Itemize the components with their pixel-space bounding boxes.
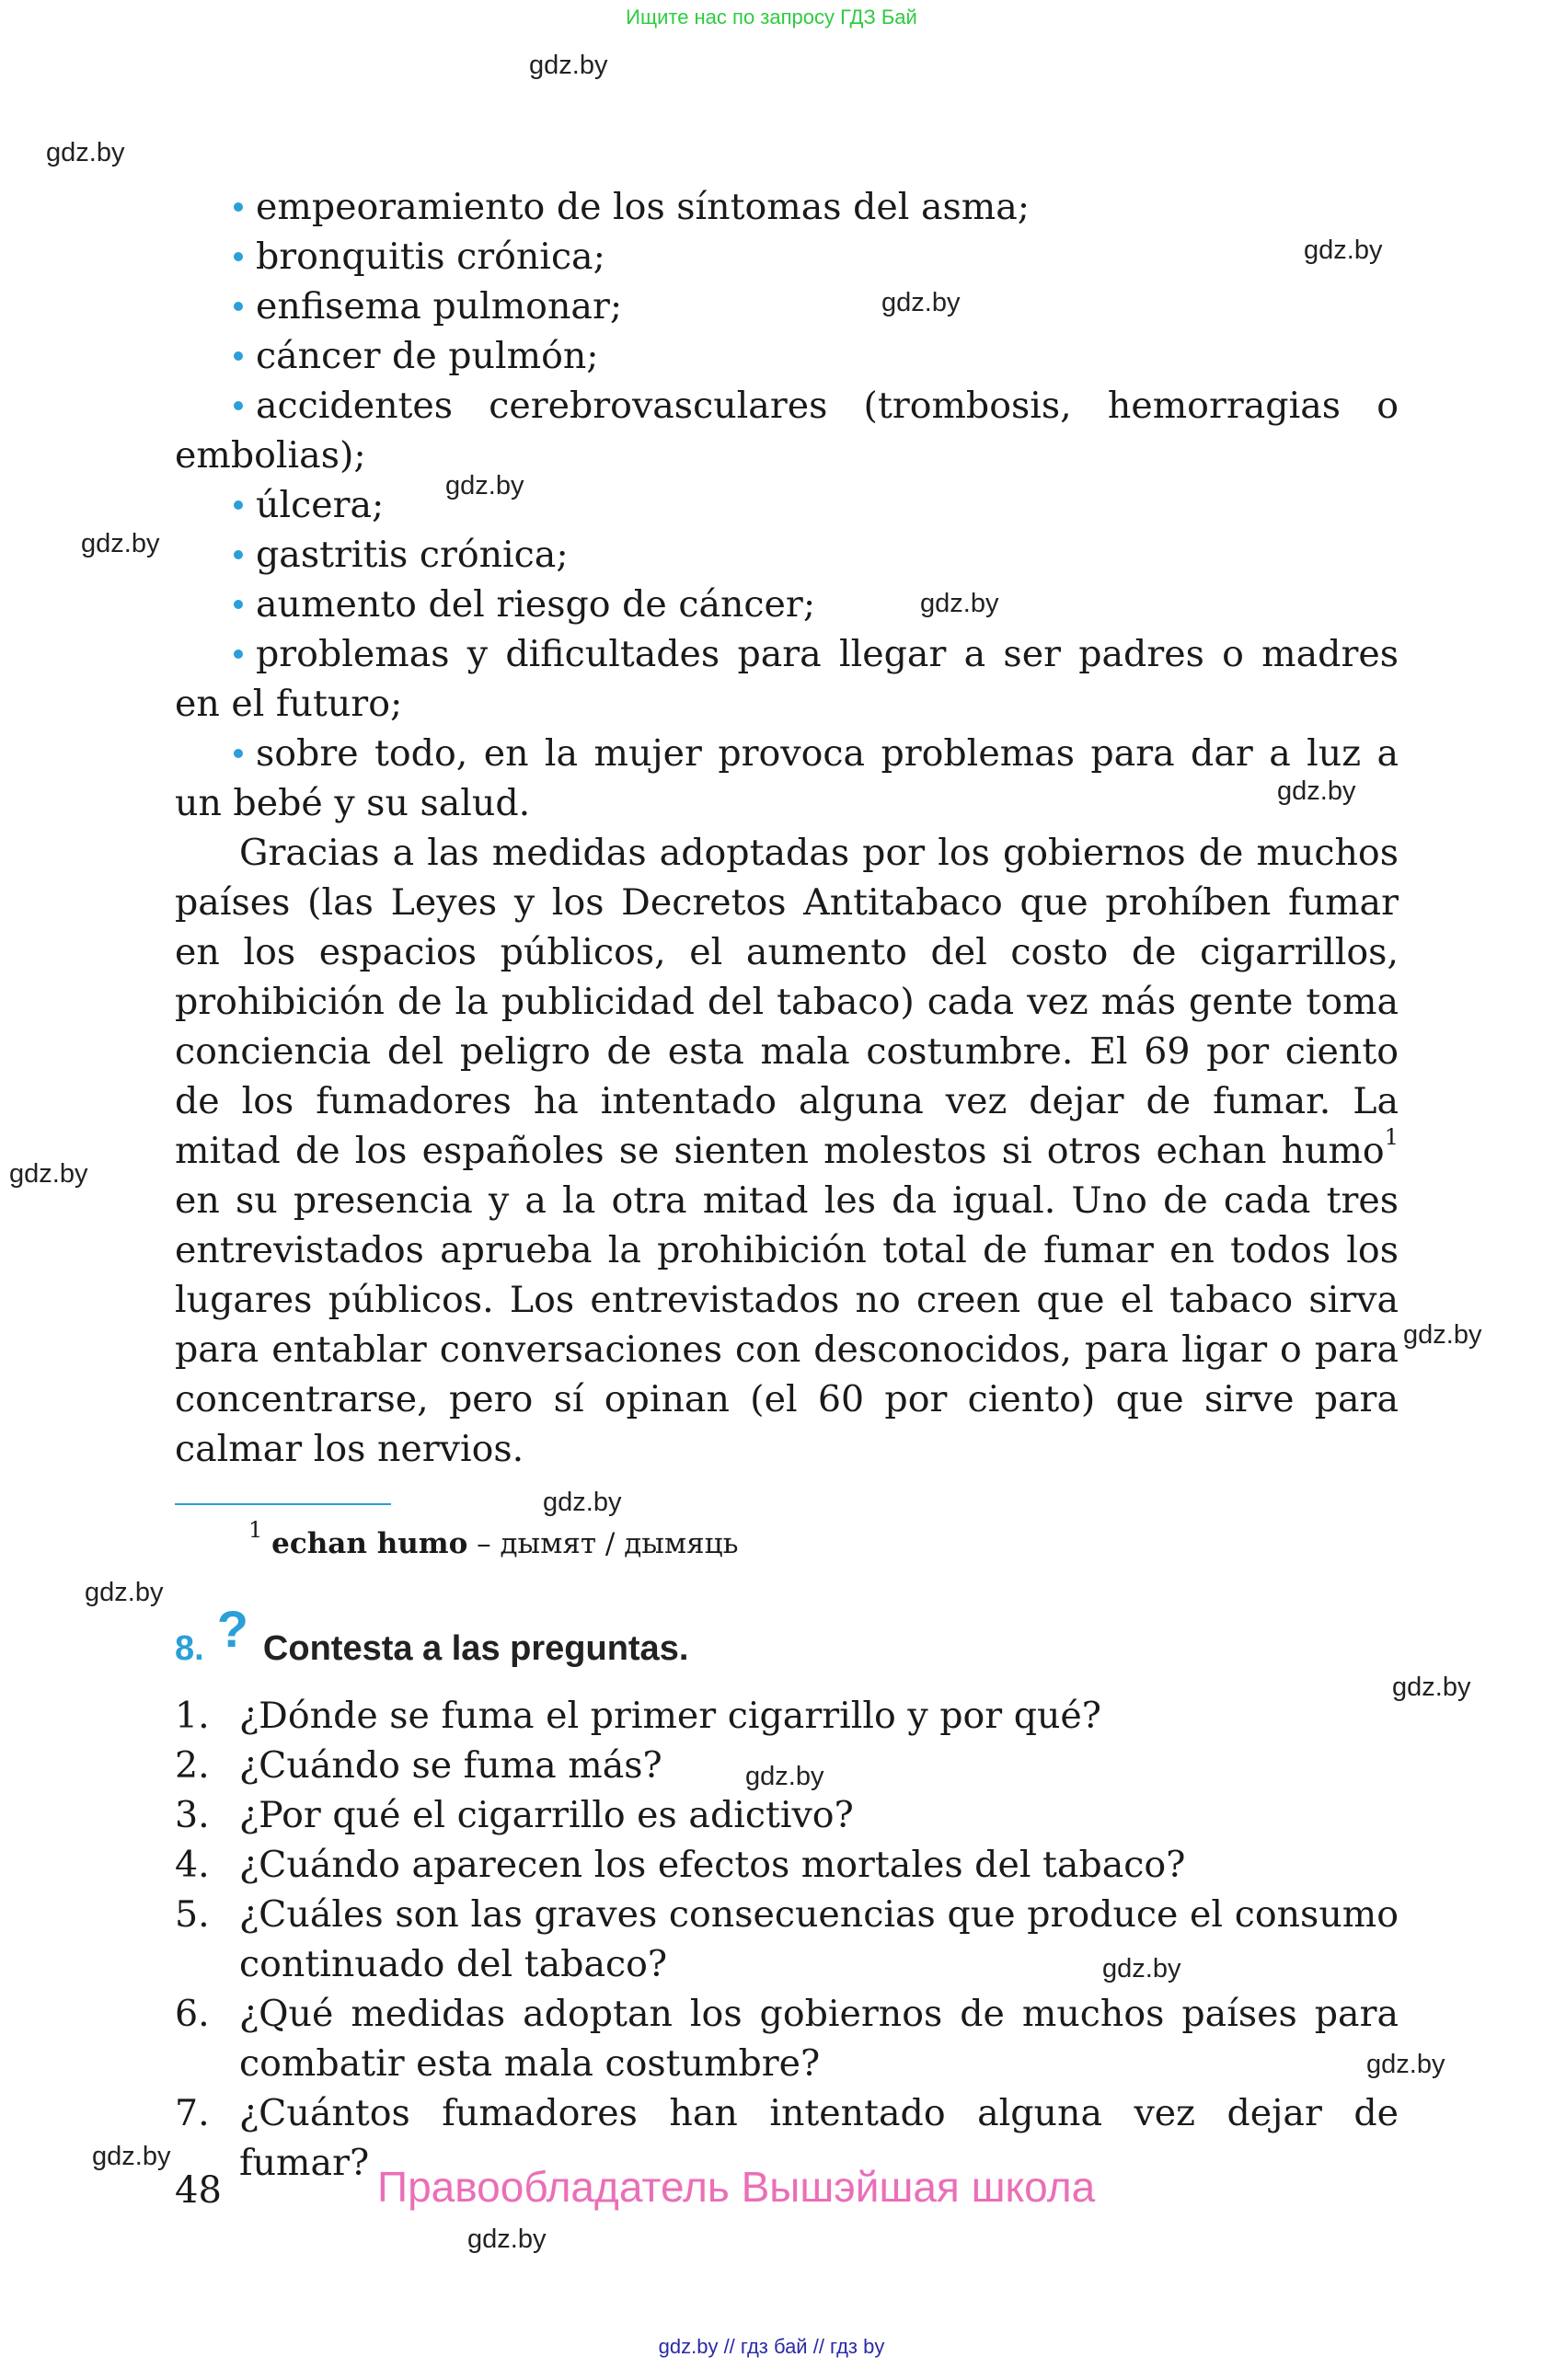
page-number: 48: [175, 2169, 222, 2212]
watermark: gdz.by: [881, 288, 961, 317]
body-paragraph: Gracias a las medidas adoptadas por los gobiernos de muchos países (las Leyes y los Decretos Antitabaco que prohíben fumar en los espacios públicos, el aumento del costo de cigarrillos, prohibición de la publicidad del tabaco) cada vez más gente toma conciencia del peligro de esta mala costumbre. El 69 por ciento de los fumadores ha intentado alguna vez dejar de fumar. La mitad de los españoles se sienten molestos si otros echan humo$^1$ en su presencia y a la otra mitad les da igual. Uno de cada tres entrevistados aprueba la prohibición total de fumar en todos los lugares públicos. Los entrevistados no creen que el tabaco sirva para entablar conversaciones con desconocidos, para ligar o para concentrarse, pero sí opinan (el 60 por ciento) que sirve para calmar los nervios.: [175, 832, 1399, 1470]
watermark: gdz.by: [1366, 2050, 1445, 2079]
list-item: accidentes cerebrovasculares (trombosis, hemorragias o embolias);: [175, 385, 1399, 477]
list-item: sobre todo, en la mujer provoca problemas para dar a luz a un bebé y su salud.: [175, 732, 1399, 824]
watermark: gdz.by: [445, 471, 524, 500]
watermark: gdz.by: [467, 2225, 547, 2254]
list-item: problemas y dificultades para llegar a ser padres o madres en el futuro;: [175, 633, 1399, 725]
watermark: gdz.by: [920, 589, 999, 618]
question-item: 2. ¿Cuándo se fuma más?: [175, 1744, 662, 1787]
watermark: gdz.by: [9, 1159, 88, 1189]
watermark: gdz.by: [543, 1488, 622, 1517]
question-item: 1. ¿Dónde se fuma el primer cigarrillo y por qué?: [175, 1695, 1101, 1737]
watermark: gdz.by: [529, 51, 608, 80]
watermark: gdz.by: [46, 138, 125, 167]
list-item: empeoramiento de los síntomas del asma;: [175, 182, 1399, 232]
list-item: aumento del riesgo de cáncer;: [175, 580, 1399, 629]
search-hint: Ищите нас по запросу ГДЗ Бай: [626, 6, 917, 29]
question-item: 3. ¿Por qué el cigarrillo es adictivo?: [175, 1794, 854, 1836]
list-item: gastritis crónica;: [175, 530, 1399, 580]
exercise-title: Contesta a las preguntas.: [262, 1629, 689, 1668]
question-icon: ?: [216, 1600, 248, 1658]
bullet-dot-icon: [234, 550, 243, 559]
copyright-notice: Правообладатель Вышэйшая школа: [377, 2163, 1096, 2211]
footnote-reference: 1: [1384, 1123, 1399, 1150]
question-item: 5. ¿Cuáles son las graves consecuencias que produce el consumo continuado del tabaco?: [175, 1893, 1399, 1985]
bullet-dot-icon: [234, 650, 243, 659]
bullet-dot-icon: [234, 401, 243, 410]
watermark: gdz.by: [745, 1762, 824, 1791]
bullet-dot-icon: [234, 302, 243, 311]
footer-links[interactable]: gdz.by // гдз бай // гдз by: [658, 2335, 885, 2358]
watermark: gdz.by: [1277, 776, 1356, 806]
footnote: $^1$ echan humo – дымят / дымяць: [248, 1516, 739, 1560]
watermark: gdz.by: [1392, 1673, 1471, 1702]
list-item: cáncer de pulmón;: [175, 331, 1399, 381]
bullet-dot-icon: [234, 351, 243, 361]
watermark: gdz.by: [1304, 236, 1383, 265]
list-item: enfisema pulmonar;: [175, 282, 1399, 331]
exercise-number: 8.: [175, 1629, 204, 1668]
watermark: gdz.by: [81, 529, 160, 558]
watermark: gdz.by: [1102, 1954, 1181, 1983]
bullet-dot-icon: [234, 600, 243, 609]
list-item: úlcera;: [175, 480, 1399, 530]
exercise-heading: [175, 1600, 689, 1672]
bullet-dot-icon: [234, 252, 243, 261]
watermark: gdz.by: [92, 2142, 171, 2171]
question-item: 6. ¿Qué medidas adoptan los gobiernos de muchos países para combatir esta mala costumbre?: [175, 1993, 1399, 2085]
watermark: gdz.by: [85, 1578, 164, 1607]
bullet-dot-icon: [234, 749, 243, 758]
watermark: gdz.by: [1403, 1320, 1482, 1350]
bullet-dot-icon: [234, 202, 243, 212]
question-item: 7. ¿Cuántos fumadores han intentado alguna vez dejar de fumar?: [175, 2092, 1399, 2184]
list-item: bronquitis crónica;: [175, 232, 1399, 282]
footnote-divider: [175, 1503, 391, 1505]
question-item: 4. ¿Cuándo aparecen los efectos mortales del tabaco?: [175, 1844, 1186, 1886]
bullet-dot-icon: [234, 500, 243, 510]
